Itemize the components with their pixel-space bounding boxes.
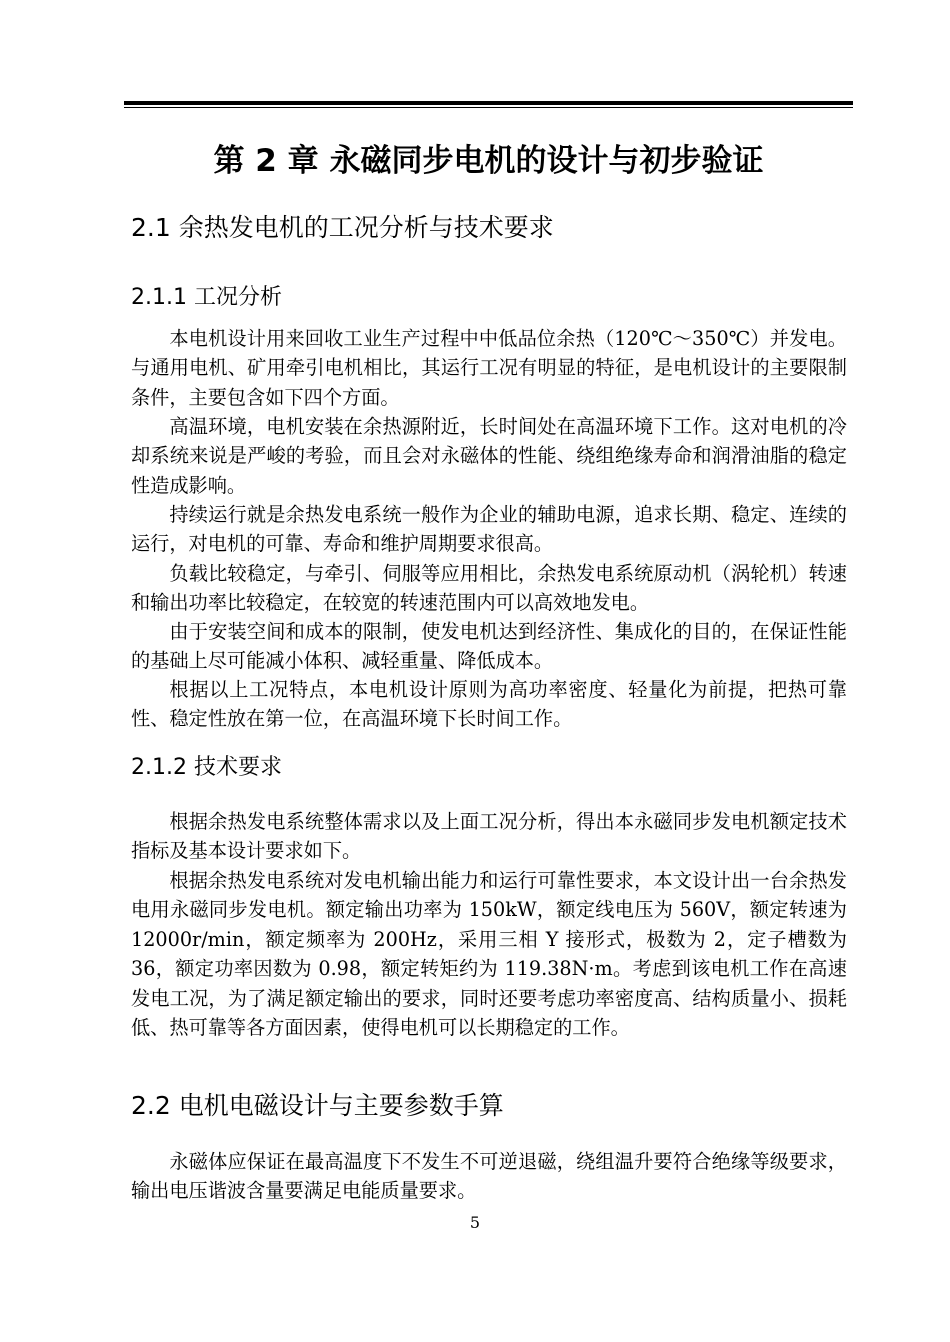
paragraph: 永磁体应保证在最高温度下不发生不可逆退磁，绕组温升要符合绝缘等级要求，输出电压谐波含量要满足电能质量要求。 [131, 1150, 847, 1203]
section-heading-2-2: 2.2 电机电磁设计与主要参数手算 [131, 1091, 504, 1120]
header-rule-thick [124, 101, 853, 105]
paragraph: 负载比较稳定，与牵引、伺服等应用相比，余热发电系统原动机（涡轮机）转速和输出功率比较稳定，在较宽的转速范围内可以高效地发电。 [131, 562, 847, 615]
paragraph: 本电机设计用来回收工业生产过程中中低品位余热（120℃～350℃）并发电。与通用电机、矿用牵引电机相比，其运行工况有明显的特征，是电机设计的主要限制条件，主要包含如下四个方面。 [131, 327, 847, 409]
chapter-title: 第 2 章 永磁同步电机的设计与初步验证 [213, 143, 764, 179]
page-number: 5 [469, 1213, 481, 1232]
paragraph: 高温环境，电机安装在余热源附近，长时间处在高温环境下工作。这对电机的冷却系统来说是严峻的考验，而且会对永磁体的性能、绕组绝缘寿命和润滑油脂的稳定性造成影响。 [131, 415, 847, 497]
header-rule-thin [124, 107, 853, 108]
subsection-heading-2-1-1: 2.1.1 工况分析 [131, 285, 282, 310]
paragraph: 根据以上工况特点，本电机设计原则为高功率密度、轻量化为前提，把热可靠性、稳定性放在第一位，在高温环境下长时间工作。 [131, 678, 847, 731]
subsection-heading-2-1-2: 2.1.2 技术要求 [131, 755, 282, 780]
paragraph: 根据余热发电系统对发电机输出能力和运行可靠性要求，本文设计出一台余热发电用永磁同步发电机。额定输出功率为 150kW，额定线电压为 560V，额定转速为 12000r/min，额定频率为 200Hz，采用三相 Y 接形式，极数为 2，定子槽数为 36，额定功率因数为 0.98，额定转矩约为 119.38N·m。考虑到该电机工作在高速发电工况，为了满足额定输出的要求，同时还要考虑功率密度高、结构质量小、损耗低、热可靠等各方面因素，使得电机可以长期稳定的工作。 [131, 869, 847, 1040]
paragraph: 由于安装空间和成本的限制，使发电机达到经济性、集成化的目的，在保证性能的基础上尽可能减小体积、减轻重量、降低成本。 [131, 620, 847, 673]
paragraph: 根据余热发电系统整体需求以及上面工况分析，得出本永磁同步发电机额定技术指标及基本设计要求如下。 [131, 810, 847, 863]
section-heading-2-1: 2.1 余热发电机的工况分析与技术要求 [131, 213, 554, 242]
paragraph: 持续运行就是余热发电系统一般作为企业的辅助电源，追求长期、稳定、连续的运行，对电机的可靠、寿命和维护周期要求很高。 [131, 503, 847, 556]
